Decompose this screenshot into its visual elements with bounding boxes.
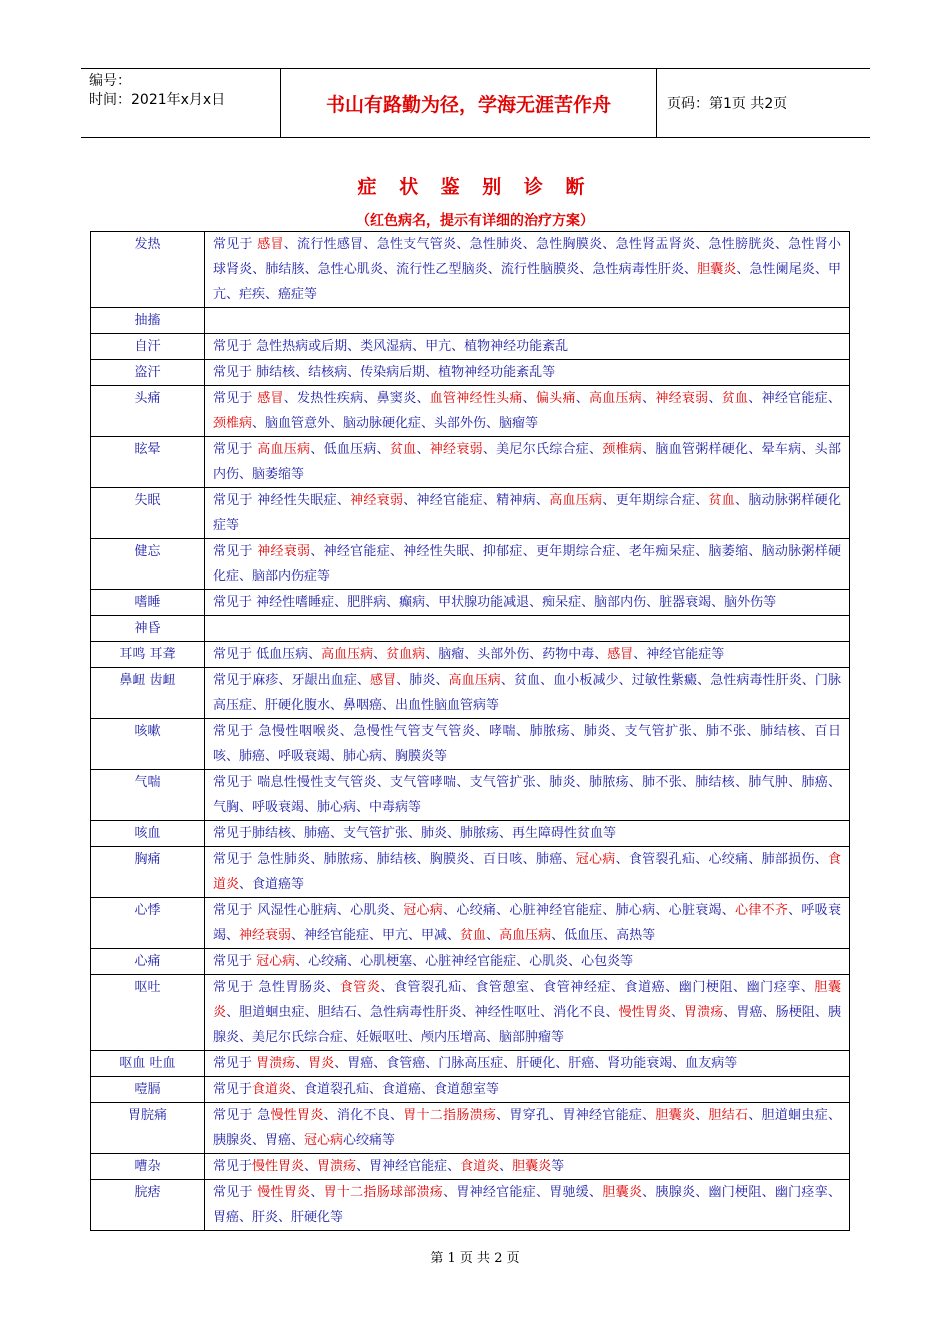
disease-name-highlighted: 胆结石 bbox=[708, 1108, 749, 1123]
diagnosis-text: 、神经官能症、神经性失眠、抑郁症、更年期综合症、老年痴呆症、脑萎缩、脑动脉粥样硬化症、脑部内伤症等 bbox=[213, 544, 841, 584]
disease-name-highlighted: 贫血 bbox=[721, 391, 749, 406]
header-meta-cell bbox=[81, 69, 281, 137]
disease-name-highlighted: 贫血 bbox=[460, 928, 487, 943]
symptom-name: 嘈杂 bbox=[91, 1154, 205, 1180]
doc-number-label: 编号： bbox=[89, 73, 131, 89]
diagnosis-text: 、脑动脉粥样硬化症等 bbox=[213, 493, 841, 533]
disease-name-highlighted: 贫血病 bbox=[386, 647, 426, 662]
symptom-name: 气喘 bbox=[91, 770, 205, 821]
symptom-name: 咳血 bbox=[91, 821, 205, 847]
diagnosis-text: 、低血压病、 bbox=[310, 442, 390, 457]
symptom-diagnosis-cell bbox=[205, 668, 850, 719]
disease-name-highlighted: 胃溃疡 bbox=[684, 1005, 724, 1020]
diagnosis-text: 、发热性疾病、鼻窦炎、 bbox=[283, 391, 430, 406]
diagnosis-text: 常见于 风湿性心脏病、心肌炎、 bbox=[213, 903, 404, 918]
disease-name-highlighted: 高血压病 bbox=[549, 493, 603, 508]
disease-name-highlighted: 颈椎病 bbox=[213, 416, 253, 431]
diagnosis-text: 常见于 bbox=[213, 1082, 253, 1097]
table-row bbox=[91, 539, 850, 590]
header-page-info: 页码：第1页 共2页 bbox=[667, 96, 788, 112]
disease-name-highlighted: 冠心病 bbox=[575, 852, 616, 867]
disease-name-highlighted: 感冒 bbox=[370, 673, 397, 688]
diagnosis-text: 、低血压、高热等 bbox=[551, 928, 656, 943]
diagnosis-text: 、 bbox=[522, 391, 536, 406]
symptom-name: 健忘 bbox=[91, 539, 205, 590]
diagnosis-text: 、食道裂孔疝、食道癌、食道憩室等 bbox=[291, 1082, 500, 1097]
diagnosis-text: 、贫血、血小板减少、过敏性紫癜、急性病毒性肝炎、门脉高压症、肝硬化腹水、鼻咽癌、出血性脑血管病等 bbox=[213, 673, 841, 713]
symptom-diagnosis-cell bbox=[205, 847, 850, 898]
table-row bbox=[91, 386, 850, 437]
diagnosis-text: 、 bbox=[708, 391, 722, 406]
symptom-name: 耳鸣 耳聋 bbox=[91, 642, 205, 668]
diagnosis-text: 、脑血管意外、脑动脉硬化症、头部外伤、脑瘤等 bbox=[252, 416, 539, 431]
table-row bbox=[91, 488, 850, 539]
disease-name-highlighted: 胆囊炎 bbox=[602, 1185, 643, 1200]
table-row bbox=[91, 616, 850, 642]
diagnosis-text: 常见于麻疹、牙龈出血症、 bbox=[213, 673, 371, 688]
disease-name-highlighted: 神经衰弱 bbox=[257, 544, 311, 559]
disease-name-highlighted: 胆囊炎 bbox=[697, 262, 737, 277]
diagnosis-text: 、 bbox=[575, 391, 589, 406]
disease-name-highlighted: 冠心病 bbox=[304, 1133, 344, 1148]
table-row bbox=[91, 719, 850, 770]
symptom-diagnosis-cell bbox=[205, 437, 850, 488]
diagnosis-text: 、美尼尔氏综合症、 bbox=[482, 442, 603, 457]
symptom-name: 神昏 bbox=[91, 616, 205, 642]
symptom-name: 噎膈 bbox=[91, 1077, 205, 1103]
table-row bbox=[91, 1077, 850, 1103]
diagnosis-text: 常见于 急 bbox=[213, 1108, 271, 1123]
diagnosis-text: 、 bbox=[670, 1005, 685, 1020]
disease-name-highlighted: 慢性胃炎 bbox=[257, 1185, 311, 1200]
disease-name-highlighted: 感冒 bbox=[257, 391, 284, 406]
symptom-name: 眩晕 bbox=[91, 437, 205, 488]
symptom-name: 抽搐 bbox=[91, 308, 205, 334]
table-row bbox=[91, 1154, 850, 1180]
diagnosis-text: 常见于 肺结核、结核病、传染病后期、植物神经功能紊乱等 bbox=[213, 365, 556, 380]
table-row bbox=[91, 232, 850, 308]
diagnosis-text: 常见于 bbox=[213, 442, 258, 457]
symptom-diagnosis-cell bbox=[205, 1103, 850, 1154]
diagnosis-text: 常见于 低血压病、 bbox=[213, 647, 322, 662]
disease-name-highlighted: 慢性胃炎 bbox=[270, 1108, 324, 1123]
disease-name-highlighted: 高血压病 bbox=[499, 928, 552, 943]
disease-name-highlighted: 高血压病 bbox=[448, 673, 501, 688]
symptom-diagnosis-cell bbox=[205, 386, 850, 437]
diagnosis-text: 、急性阑尾炎、甲亢、疟疾、癌症等 bbox=[213, 262, 841, 302]
diagnosis-text: 常见于 急性热病或后期、类风湿病、甲亢、植物神经功能紊乱 bbox=[213, 339, 569, 354]
disease-name-highlighted: 感冒 bbox=[607, 647, 634, 662]
diagnosis-text: 、脑血管粥样硬化、晕车病、头部内伤、脑萎缩等 bbox=[213, 442, 841, 482]
table-row bbox=[91, 1051, 850, 1077]
symptom-name: 发热 bbox=[91, 232, 205, 308]
symptom-diagnosis-cell bbox=[205, 821, 850, 847]
diagnosis-text: 、神经官能症、精神病、 bbox=[403, 493, 550, 508]
diagnosis-text: 、 bbox=[295, 1056, 309, 1071]
diagnosis-text: 、流行性感冒、急性支气管炎、急性肺炎、急性胸膜炎、急性肾盂肾炎、急性膀胱炎、急性肾小球肾炎、肺结胲、急性心肌炎、流行性乙型脑炎、流行性脑膜炎、急性病毒性肝炎、 bbox=[213, 237, 841, 277]
disease-name-highlighted: 胆囊炎 bbox=[213, 980, 841, 1020]
disease-name-highlighted: 高血压病 bbox=[321, 647, 374, 662]
symptom-diagnosis-cell bbox=[205, 719, 850, 770]
diagnosis-text: 常见于肺结核、肺癌、支气管扩张、肺炎、肺脓疡、再生障碍性贫血等 bbox=[213, 826, 617, 841]
symptom-name: 嗜睡 bbox=[91, 590, 205, 616]
table-row bbox=[91, 668, 850, 719]
diagnosis-text: 、神经官能症等 bbox=[633, 647, 725, 662]
table-row bbox=[91, 975, 850, 1051]
diagnosis-text: 、消化不良、 bbox=[323, 1108, 404, 1123]
page-title: 症 状 鉴 别 诊 断 bbox=[357, 176, 593, 198]
symptom-diagnosis-cell bbox=[205, 642, 850, 668]
page-subtitle: （红色病名，提示有详细的治疗方案） bbox=[356, 213, 594, 229]
diagnosis-text: 常见于 喘息性慢性支气管炎、支气管哮喘、支气管扩张、肺炎、肺脓疡、肺不张、肺结核、肺气肿、肺癌、气胸、呼吸衰竭、肺心病、中毒病等 bbox=[213, 775, 841, 815]
symptom-diagnosis-cell bbox=[205, 360, 850, 386]
diagnosis-text: 、肺炎、 bbox=[396, 673, 449, 688]
disease-name-highlighted: 胃十二指肠溃疡 bbox=[403, 1108, 497, 1123]
disease-name-highlighted: 食道炎 bbox=[252, 1082, 292, 1097]
disease-name-highlighted: 神经衰弱 bbox=[429, 442, 483, 457]
diagnosis-text: 常见于 bbox=[213, 544, 258, 559]
symptom-diagnosis-cell bbox=[205, 949, 850, 975]
diagnosis-text: 常见于 bbox=[213, 391, 258, 406]
header-motto: 书山有路勤为径，学海无涯苦作舟 bbox=[281, 69, 657, 137]
table-row bbox=[91, 642, 850, 668]
symptom-diagnosis-cell bbox=[205, 1154, 850, 1180]
symptom-name: 头痛 bbox=[91, 386, 205, 437]
symptom-name: 自汗 bbox=[91, 334, 205, 360]
diagnosis-text: 常见于 bbox=[213, 954, 257, 969]
symptom-diagnosis-cell bbox=[205, 308, 850, 334]
diagnosis-text: 常见于 bbox=[213, 1159, 253, 1174]
diagnosis-text: 常见于 bbox=[213, 1056, 257, 1071]
symptom-name: 胃脘痛 bbox=[91, 1103, 205, 1154]
disease-name-highlighted: 偏头痛 bbox=[535, 391, 576, 406]
disease-name-highlighted: 冠心病 bbox=[256, 954, 296, 969]
table-row bbox=[91, 770, 850, 821]
diagnosis-text: 、心绞痛、心脏神经官能症、肺心病、心脏衰竭、 bbox=[443, 903, 736, 918]
document-header bbox=[81, 68, 870, 138]
diagnosis-text: 、心绞痛、心肌梗塞、心脏神经官能症、心肌炎、心包炎等 bbox=[295, 954, 634, 969]
disease-name-highlighted: 神经衰弱 bbox=[350, 493, 404, 508]
diagnosis-text: 、 bbox=[695, 1108, 709, 1123]
disease-name-highlighted: 颈椎病 bbox=[602, 442, 643, 457]
diagnosis-text: 、胆道蛔虫症、胰腺炎、胃癌、 bbox=[213, 1108, 841, 1148]
table-row bbox=[91, 590, 850, 616]
disease-name-highlighted: 贫血 bbox=[389, 442, 417, 457]
disease-name-highlighted: 胆囊炎 bbox=[512, 1159, 552, 1174]
symptom-diagnosis-cell bbox=[205, 1077, 850, 1103]
symptom-diagnosis-cell bbox=[205, 770, 850, 821]
symptom-diagnosis-cell bbox=[205, 616, 850, 642]
table-row bbox=[91, 360, 850, 386]
symptom-name: 鼻衄 齿衄 bbox=[91, 668, 205, 719]
diagnosis-text: 、胃神经官能症、胃驰缓、 bbox=[443, 1185, 603, 1200]
disease-name-highlighted: 贫血 bbox=[708, 493, 736, 508]
diagnosis-text: 、 bbox=[310, 1185, 324, 1200]
diagnosis-text: 、胆道蛔虫症、胆结石、急性病毒性肝炎、神经性呕吐、消化不良、 bbox=[226, 1005, 619, 1020]
diagnosis-text: 、胃穿孔、胃神经官能症、 bbox=[496, 1108, 656, 1123]
symptom-diagnosis-cell bbox=[205, 539, 850, 590]
diagnosis-text: 、胃癌、肠梗阻、胰腺炎、美尼尔氏综合症、妊娠呕吐、颅内压增高、脑部肿瘤等 bbox=[213, 1005, 841, 1045]
disease-name-highlighted: 高血压病 bbox=[589, 391, 643, 406]
symptom-diagnosis-cell bbox=[205, 334, 850, 360]
symptom-diagnosis-cell bbox=[205, 1180, 850, 1231]
diagnosis-text: 、神经官能症、 bbox=[748, 391, 841, 406]
table-row bbox=[91, 898, 850, 949]
disease-name-highlighted: 胃溃疡 bbox=[256, 1056, 296, 1071]
symptom-name: 呕血 吐血 bbox=[91, 1051, 205, 1077]
diagnosis-text: 常见于 急慢性咽喉炎、急慢性气管支气管炎、哮喘、肺脓疡、肺炎、支气管扩张、肺不张、肺结核、百日咳、肺癌、呼吸衰竭、肺心病、胸膜炎等 bbox=[213, 724, 841, 764]
disease-name-highlighted: 胃十二指肠球部溃疡 bbox=[323, 1185, 444, 1200]
disease-name-highlighted: 胃溃疡 bbox=[317, 1159, 357, 1174]
disease-name-highlighted: 胆囊炎 bbox=[655, 1108, 696, 1123]
diagnosis-text: 、 bbox=[499, 1159, 513, 1174]
disease-name-highlighted: 食管炎 bbox=[339, 980, 381, 995]
diagnosis-text: 、 bbox=[373, 647, 387, 662]
table-row bbox=[91, 1180, 850, 1231]
disease-name-highlighted: 食道炎 bbox=[460, 1159, 500, 1174]
symptom-diagnosis-cell bbox=[205, 488, 850, 539]
diagnosis-text: 、神经官能症、甲亢、甲减、 bbox=[291, 928, 461, 943]
diagnosis-text: 、 bbox=[304, 1159, 318, 1174]
diagnosis-text: 、胰腺炎、幽门梗阻、幽门痉挛、胃癌、肝炎、肝硬化等 bbox=[213, 1185, 841, 1225]
table-row bbox=[91, 437, 850, 488]
diagnosis-text: 常见于 急性肺炎、肺脓疡、肺结核、胸膜炎、百日咳、肺癌、 bbox=[213, 852, 576, 867]
diagnosis-text: 常见于 急性胃肠炎、 bbox=[213, 980, 340, 995]
diagnosis-text: 、呼吸衰竭、 bbox=[213, 903, 841, 943]
diagnosis-text: 、 bbox=[642, 391, 656, 406]
symptom-diagnosis-cell bbox=[205, 975, 850, 1051]
disease-name-highlighted: 高血压病 bbox=[257, 442, 311, 457]
table-row bbox=[91, 334, 850, 360]
disease-name-highlighted: 神经衰弱 bbox=[655, 391, 709, 406]
disease-name-highlighted: 心律不齐 bbox=[735, 903, 789, 918]
symptom-table-body bbox=[91, 232, 850, 1231]
symptom-name: 盗汗 bbox=[91, 360, 205, 386]
symptom-diagnosis-cell bbox=[205, 898, 850, 949]
symptom-name: 脘痞 bbox=[91, 1180, 205, 1231]
symptom-name: 呕吐 bbox=[91, 975, 205, 1051]
symptom-name: 咳嗽 bbox=[91, 719, 205, 770]
diagnosis-text: 、食道癌等 bbox=[239, 877, 305, 892]
diagnosis-text: 常见于 bbox=[213, 1185, 258, 1200]
disease-name-highlighted: 慢性胃炎 bbox=[252, 1159, 305, 1174]
symptom-name: 失眠 bbox=[91, 488, 205, 539]
diagnosis-text: 、胃神经官能症、 bbox=[356, 1159, 461, 1174]
symptom-name: 心悸 bbox=[91, 898, 205, 949]
table-row bbox=[91, 1103, 850, 1154]
diagnosis-text: 、脑瘤、头部外伤、药物中毒、 bbox=[425, 647, 608, 662]
diagnosis-text: 、食管裂孔疝、食管憩室、食管神经症、食道癌、幽门梗阻、幽门痉挛、 bbox=[380, 980, 815, 995]
diagnosis-text: 常见于 bbox=[213, 237, 258, 252]
symptom-table bbox=[90, 231, 850, 1231]
page-footer: 第 1 页 共 2 页 bbox=[430, 1251, 520, 1266]
diagnosis-text: 等 bbox=[551, 1159, 565, 1174]
diagnosis-text: 、食管裂孔疝、心绞痛、肺部损伤、 bbox=[615, 852, 828, 867]
table-row bbox=[91, 847, 850, 898]
disease-name-highlighted: 食道炎 bbox=[213, 852, 841, 892]
diagnosis-text: 心绞痛等 bbox=[343, 1133, 396, 1148]
diagnosis-text: 、更年期综合症、 bbox=[602, 493, 709, 508]
disease-name-highlighted: 胃炎 bbox=[308, 1056, 335, 1071]
diagnosis-text: 常见于 神经性失眠症、 bbox=[213, 493, 351, 508]
diagnosis-text: 、 bbox=[416, 442, 430, 457]
symptom-name: 胸痛 bbox=[91, 847, 205, 898]
symptom-diagnosis-cell bbox=[205, 590, 850, 616]
table-row bbox=[91, 949, 850, 975]
table-row bbox=[91, 821, 850, 847]
symptom-diagnosis-cell bbox=[205, 1051, 850, 1077]
disease-name-highlighted: 慢性胃炎 bbox=[618, 1005, 671, 1020]
symptom-name: 心痛 bbox=[91, 949, 205, 975]
diagnosis-text: 、 bbox=[486, 928, 500, 943]
diagnosis-text: 常见于 神经性嗜睡症、肥胖病、癫病、甲状腺功能减退、痴呆症、脑部内伤、脏器衰竭、脑外伤等 bbox=[213, 595, 777, 610]
disease-name-highlighted: 神经衰弱 bbox=[239, 928, 292, 943]
doc-date: 时间：2021年x月x日 bbox=[89, 92, 226, 108]
disease-name-highlighted: 冠心病 bbox=[403, 903, 444, 918]
table-row bbox=[91, 308, 850, 334]
symptom-diagnosis-cell bbox=[205, 232, 850, 308]
diagnosis-text: 、胃癌、食管癌、门脉高压症、肝硬化、肝癌、肾功能衰竭、血友病等 bbox=[334, 1056, 738, 1071]
disease-name-highlighted: 感冒 bbox=[257, 237, 284, 252]
disease-name-highlighted: 血管神经性头痛 bbox=[429, 391, 523, 406]
